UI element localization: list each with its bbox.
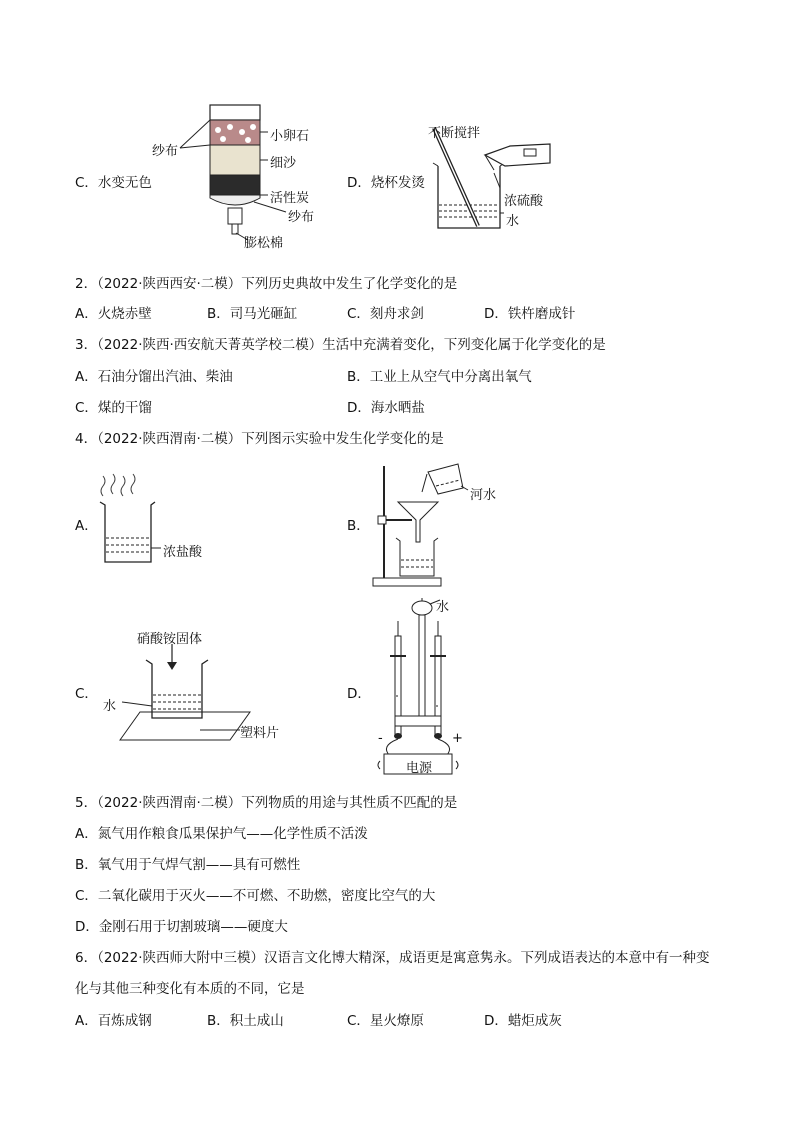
- electrolysis-diagram: [370, 596, 480, 781]
- q4-option-c: C．: [75, 686, 98, 702]
- q2-stem: 2．（2022·陕西西安·二模）下列历史典故中发生了化学变化的是: [75, 276, 458, 292]
- minus-sign: -: [378, 731, 383, 746]
- water-filter-diagram: [150, 100, 350, 250]
- filter-pebble-label: 小卵石: [270, 129, 310, 144]
- q2-option-c: C．刻舟求剑: [347, 306, 424, 322]
- q3-stem: 3．（2022·陕西·西安航天菁英学校二模）生活中充满着变化，下列变化属于化学变化的是: [75, 337, 606, 353]
- plus-sign: +: [452, 731, 463, 746]
- hcl-label: 浓盐酸: [163, 545, 203, 560]
- q2-option-a: A．火烧赤壁: [75, 306, 152, 322]
- q4-option-a: A．: [75, 518, 98, 534]
- stir-label: 不断搅拌: [428, 126, 481, 141]
- q5-option-b: B．氧气用于气焊气割——具有可燃性: [75, 857, 301, 873]
- q4-stem: 4．（2022·陕西渭南·二模）下列图示实验中发生化学变化的是: [75, 431, 444, 447]
- filter-cotton-label: 膨松棉: [244, 236, 284, 251]
- q3-option-b: B．工业上从空气中分离出氧气: [347, 369, 532, 385]
- water-label-q1: 水: [506, 214, 520, 229]
- q6-option-b: B．积土成山: [207, 1013, 284, 1029]
- q6-option-a: A．百炼成钢: [75, 1013, 152, 1029]
- plastic-sheet-label: 塑料片: [240, 726, 280, 741]
- filter-carbon-label: 活性炭: [270, 191, 310, 206]
- q1-option-d: D．烧杯发烫: [347, 175, 425, 191]
- q5-option-c: C．二氧化碳用于灭火——不可燃、不助燃，密度比空气的大: [75, 888, 436, 904]
- water-label-q4c: 水: [103, 699, 117, 714]
- q3-option-c: C．煤的干馏: [75, 400, 152, 416]
- q2-option-b: B．司马光砸缸: [207, 306, 298, 322]
- q5-stem: 5．（2022·陕西渭南·二模）下列物质的用途与其性质不匹配的是: [75, 795, 458, 811]
- q6-stem-line1: 6．（2022·陕西师大附中三模）汉语言文化博大精深，成语更是寓意隽永。下列成语表达的本意中有一种变: [75, 950, 710, 966]
- filter-gauze-right-label: 纱布: [288, 210, 315, 225]
- filter-gauze-left-label: 纱布: [152, 144, 179, 159]
- q5-option-a: A．氮气用作粮食瓜果保护气——化学性质不活泼: [75, 826, 368, 842]
- filter-sand-label: 细沙: [270, 156, 297, 171]
- q3-option-a: A．石油分馏出汽油、柴油: [75, 369, 233, 385]
- water-label-q4d: 水: [436, 600, 450, 615]
- power-supply-label: 电源: [406, 761, 433, 776]
- acid-label: 浓硫酸: [504, 194, 544, 209]
- q1-option-c: C．水变无色: [75, 175, 152, 191]
- q3-option-d: D．海水晒盐: [347, 400, 425, 416]
- q4-option-b: B．: [347, 518, 370, 534]
- q2-option-d: D．铁杵磨成针: [484, 306, 576, 322]
- river-water-label: 河水: [470, 488, 497, 503]
- q5-option-d: D．金刚石用于切割玻璃——硬度大: [75, 919, 288, 935]
- q6-stem-line2: 化与其他三种变化有本质的不同，它是: [75, 981, 305, 997]
- q6-option-c: C．星火燎原: [347, 1013, 424, 1029]
- ammonium-nitrate-label: 硝酸铵固体: [137, 632, 203, 647]
- q6-option-d: D．蜡炬成灰: [484, 1013, 562, 1029]
- filtration-diagram: [368, 462, 508, 588]
- q4-option-d: D．: [347, 686, 371, 702]
